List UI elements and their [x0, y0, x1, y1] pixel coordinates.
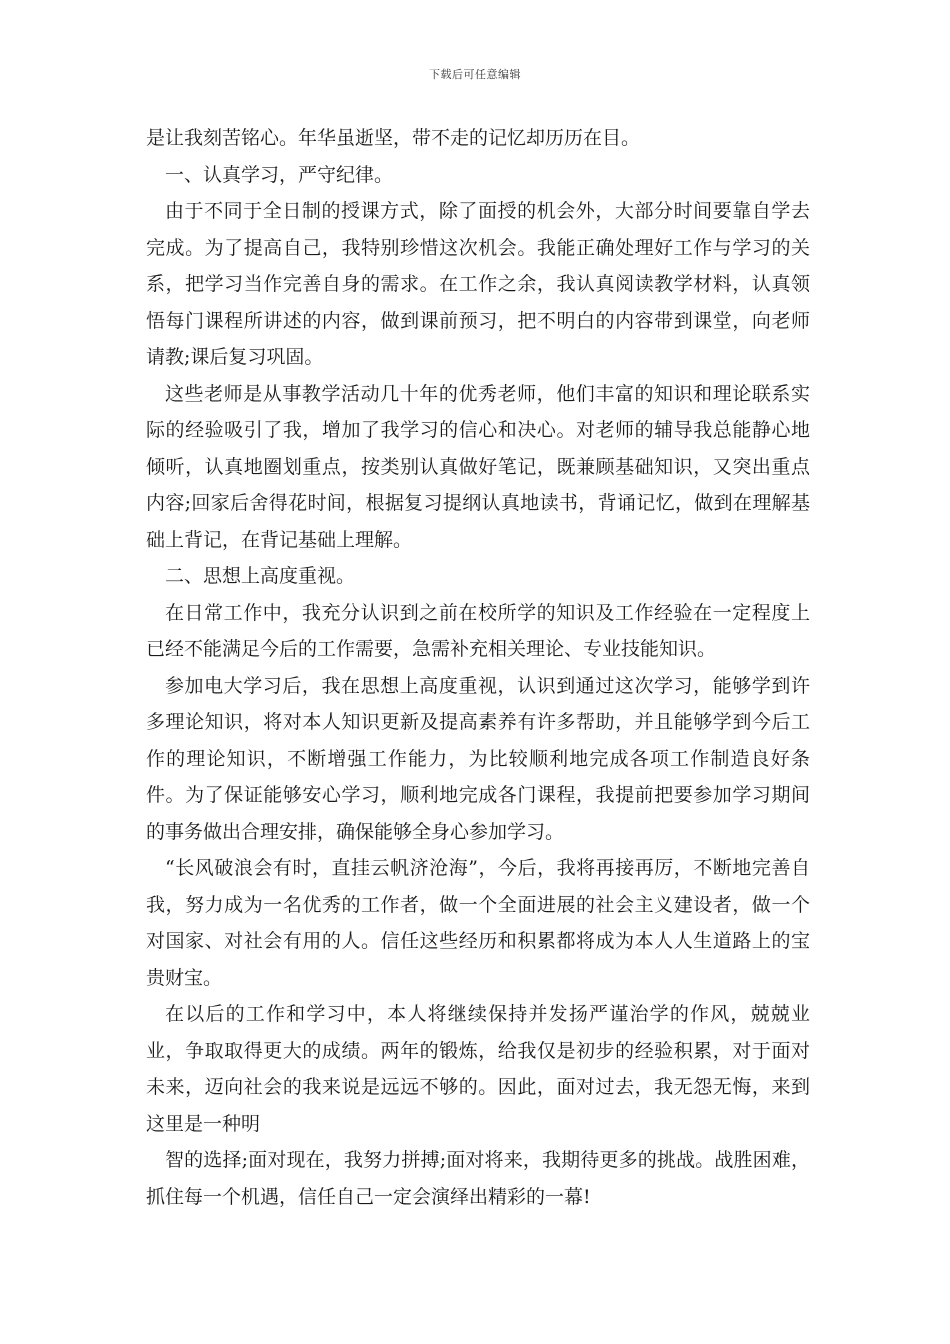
document-body [146, 120, 810, 1215]
paragraph-7: 在以后的工作和学习中，本人将继续保持并发扬严谨治学的作风，兢兢业业，争取取得更大的成绩。两年的锻炼，给我仅是初步的经验积累，对于面对未来，迈向社会的我来说是远远不够的。因此，面对过去，我无怨无悔，来到这里是一种明 [146, 1003, 810, 1135]
paragraph-5: 参加电大学习后，我在思想上高度重视，认识到通过这次学习，能够学到许多理论知识，将对本人知识更新及提高素养有许多帮助，并且能够学到今后工作的理论知识，不断增强工作能力，为比较顺利地完成各项工作制造良好条件。为了保证能够安心学习，顺利地完成各门课程，我提前把要参加学习期间的事务做出合理安排，确保能够全身心参加学习。 [146, 674, 810, 843]
section-heading-2: 二、思想上高度重视。 [165, 565, 356, 587]
paragraph-6: “长风破浪会有时，直挂云帆济沧海”，今后，我将再接再厉，不断地完善自我，努力成为一名优秀的工作者，做一个全面进展的社会主义建设者，做一个对国家、对社会有用的人。信任这些经历和积累都将成为本人人生道路上的宝贵财宝。 [146, 857, 810, 989]
page-header: 下载后可任意编辑 [429, 68, 521, 81]
paragraph-4: 在日常工作中，我充分认识到之前在校所学的知识及工作经验在一定程度上已经不能满足今后的工作需要，急需补充相关理论、专业技能知识。 [146, 601, 810, 660]
paragraph-8: 智的选择;面对现在，我努力拼搏;面对将来，我期待更多的挑战。战胜困难，抓住每一个机遇，信任自己一定会演绎出精彩的一幕! [146, 1149, 810, 1208]
paragraph-3: 这些老师是从事教学活动几十年的优秀老师，他们丰富的知识和理论联系实际的经验吸引了我，增加了我学习的信心和决心。对老师的辅导我总能静心地倾听，认真地圈划重点，按类别认真做好笔记，既兼顾基础知识，又突出重点内容;回家后舍得花时间，根据复习提纲认真地读书，背诵记忆，做到在理解基础上背记，在背记基础上理解。 [146, 382, 810, 551]
paragraph-1: 是让我刻苦铭心。年华虽逝坚，带不走的记忆却历历在目。 [146, 127, 641, 149]
section-heading-1: 一、认真学习，严守纪律。 [165, 163, 394, 186]
paragraph-2: 由于不同于全日制的授课方式，除了面授的机会外，大部分时间要靠自学去完成。为了提高自己，我特别珍惜这次机会。我能正确处理好工作与学习的关系，把学习当作完善自身的需求。在工作之余，我认真阅读教学材料，认真领悟每门课程所讲述的内容，做到课前预习，把不明白的内容带到课堂，向老师请教;课后复习巩固。 [146, 200, 810, 368]
